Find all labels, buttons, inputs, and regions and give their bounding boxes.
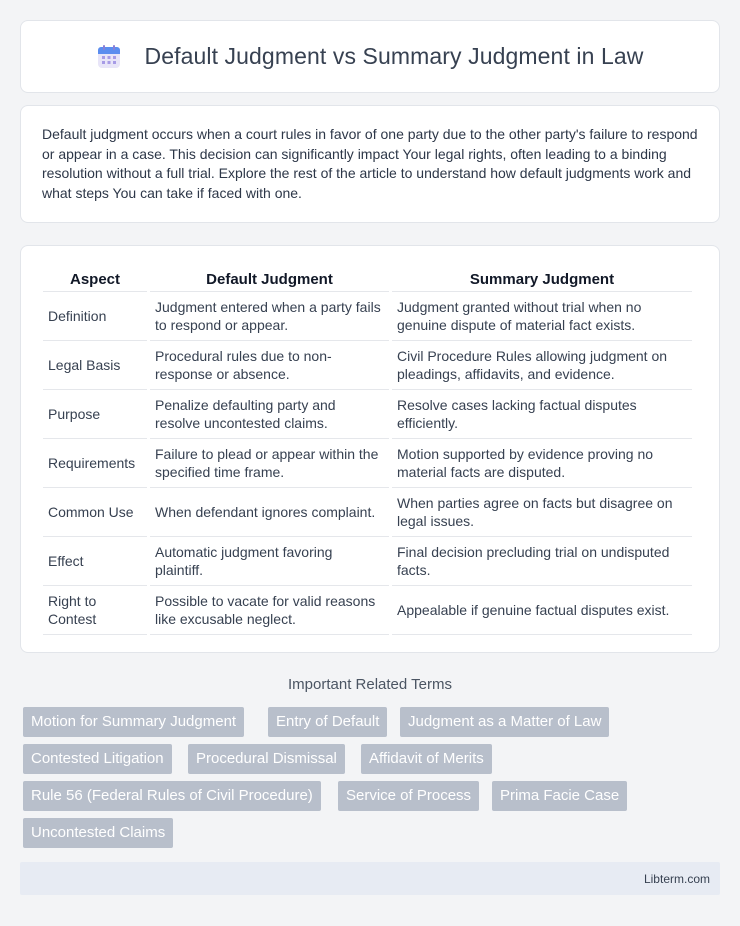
tag-entry-of-default[interactable]: Entry of Default — [268, 707, 387, 737]
table-cell: When defendant ignores complaint. — [150, 488, 389, 537]
column-header-aspect: Aspect — [43, 266, 147, 292]
table-cell: Penalize defaulting party and resolve uncontested claims. — [150, 390, 389, 439]
footer — [20, 862, 720, 895]
intro-text: Default judgment occurs when a court rules in favor of one party due to the other party's failure to respond or appear in a case. This decision can significantly impact Your legal rights, often leading to a binding resolution without a full trial. Explore the rest of the article to understand how default judgments work and what steps You can take if faced with one. — [42, 126, 698, 201]
intro-card — [20, 105, 720, 223]
tag-procedural-dismissal[interactable]: Procedural Dismissal — [188, 744, 345, 774]
comparison-table — [40, 266, 695, 635]
tag-affidavit-of-merits[interactable]: Affidavit of Merits — [361, 744, 492, 774]
table-cell: Resolve cases lacking factual disputes efficiently. — [392, 390, 692, 439]
table-row — [43, 439, 692, 488]
table-cell: Definition — [43, 292, 147, 341]
table-cell: Effect — [43, 537, 147, 586]
table-cell: Common Use — [43, 488, 147, 537]
table-cell: Appealable if genuine factual disputes exist. — [392, 586, 692, 635]
table-cell: Final decision precluding trial on undisputed facts. — [392, 537, 692, 586]
table-cell: Procedural rules due to non-response or absence. — [150, 341, 389, 390]
table-row — [43, 390, 692, 439]
comparison-card — [20, 245, 720, 653]
table-row — [43, 292, 692, 341]
tag-judgment-as-matter-of-law[interactable]: Judgment as a Matter of Law — [400, 707, 609, 737]
footer-site-link[interactable]: Libterm.com — [643, 872, 710, 886]
table-cell: Legal Basis — [43, 341, 147, 390]
tag-motion-for-summary-judgment[interactable]: Motion for Summary Judgment — [23, 707, 244, 737]
tag-rule-56[interactable]: Rule 56 (Federal Rules of Civil Procedure) — [23, 781, 321, 811]
column-header-default: Default Judgment — [150, 266, 389, 292]
table-cell: Purpose — [43, 390, 147, 439]
table-row — [43, 537, 692, 586]
tag-service-of-process[interactable]: Service of Process — [338, 781, 479, 811]
calendar-grid-icon — [96, 44, 122, 70]
tag-prima-facie-case[interactable]: Prima Facie Case — [492, 781, 627, 811]
table-cell: Automatic judgment favoring plaintiff. — [150, 537, 389, 586]
table-cell: Judgment granted without trial when no genuine dispute of material fact exists. — [392, 292, 692, 341]
table-cell: Failure to plead or appear within the specified time frame. — [150, 439, 389, 488]
related-terms-heading: Important Related Terms — [288, 676, 452, 693]
table-cell: Civil Procedure Rules allowing judgment on pleadings, affidavits, and evidence. — [392, 341, 692, 390]
table-row — [43, 586, 692, 635]
table-cell: Right to Contest — [43, 586, 147, 635]
title-card — [20, 20, 720, 93]
table-cell: Requirements — [43, 439, 147, 488]
tag-contested-litigation[interactable]: Contested Litigation — [23, 744, 172, 774]
page-title: Default Judgment vs Summary Judgment in Law — [144, 43, 644, 69]
table-cell: Possible to vacate for valid reasons like excusable neglect. — [150, 586, 389, 635]
tag-uncontested-claims[interactable]: Uncontested Claims — [23, 818, 173, 848]
column-header-summary: Summary Judgment — [392, 266, 692, 292]
table-cell: When parties agree on facts but disagree on legal issues. — [392, 488, 692, 537]
table-cell: Judgment entered when a party fails to respond or appear. — [150, 292, 389, 341]
table-row — [43, 488, 692, 537]
table-row — [43, 341, 692, 390]
table-cell: Motion supported by evidence proving no material facts are disputed. — [392, 439, 692, 488]
table-header-row — [43, 266, 692, 292]
